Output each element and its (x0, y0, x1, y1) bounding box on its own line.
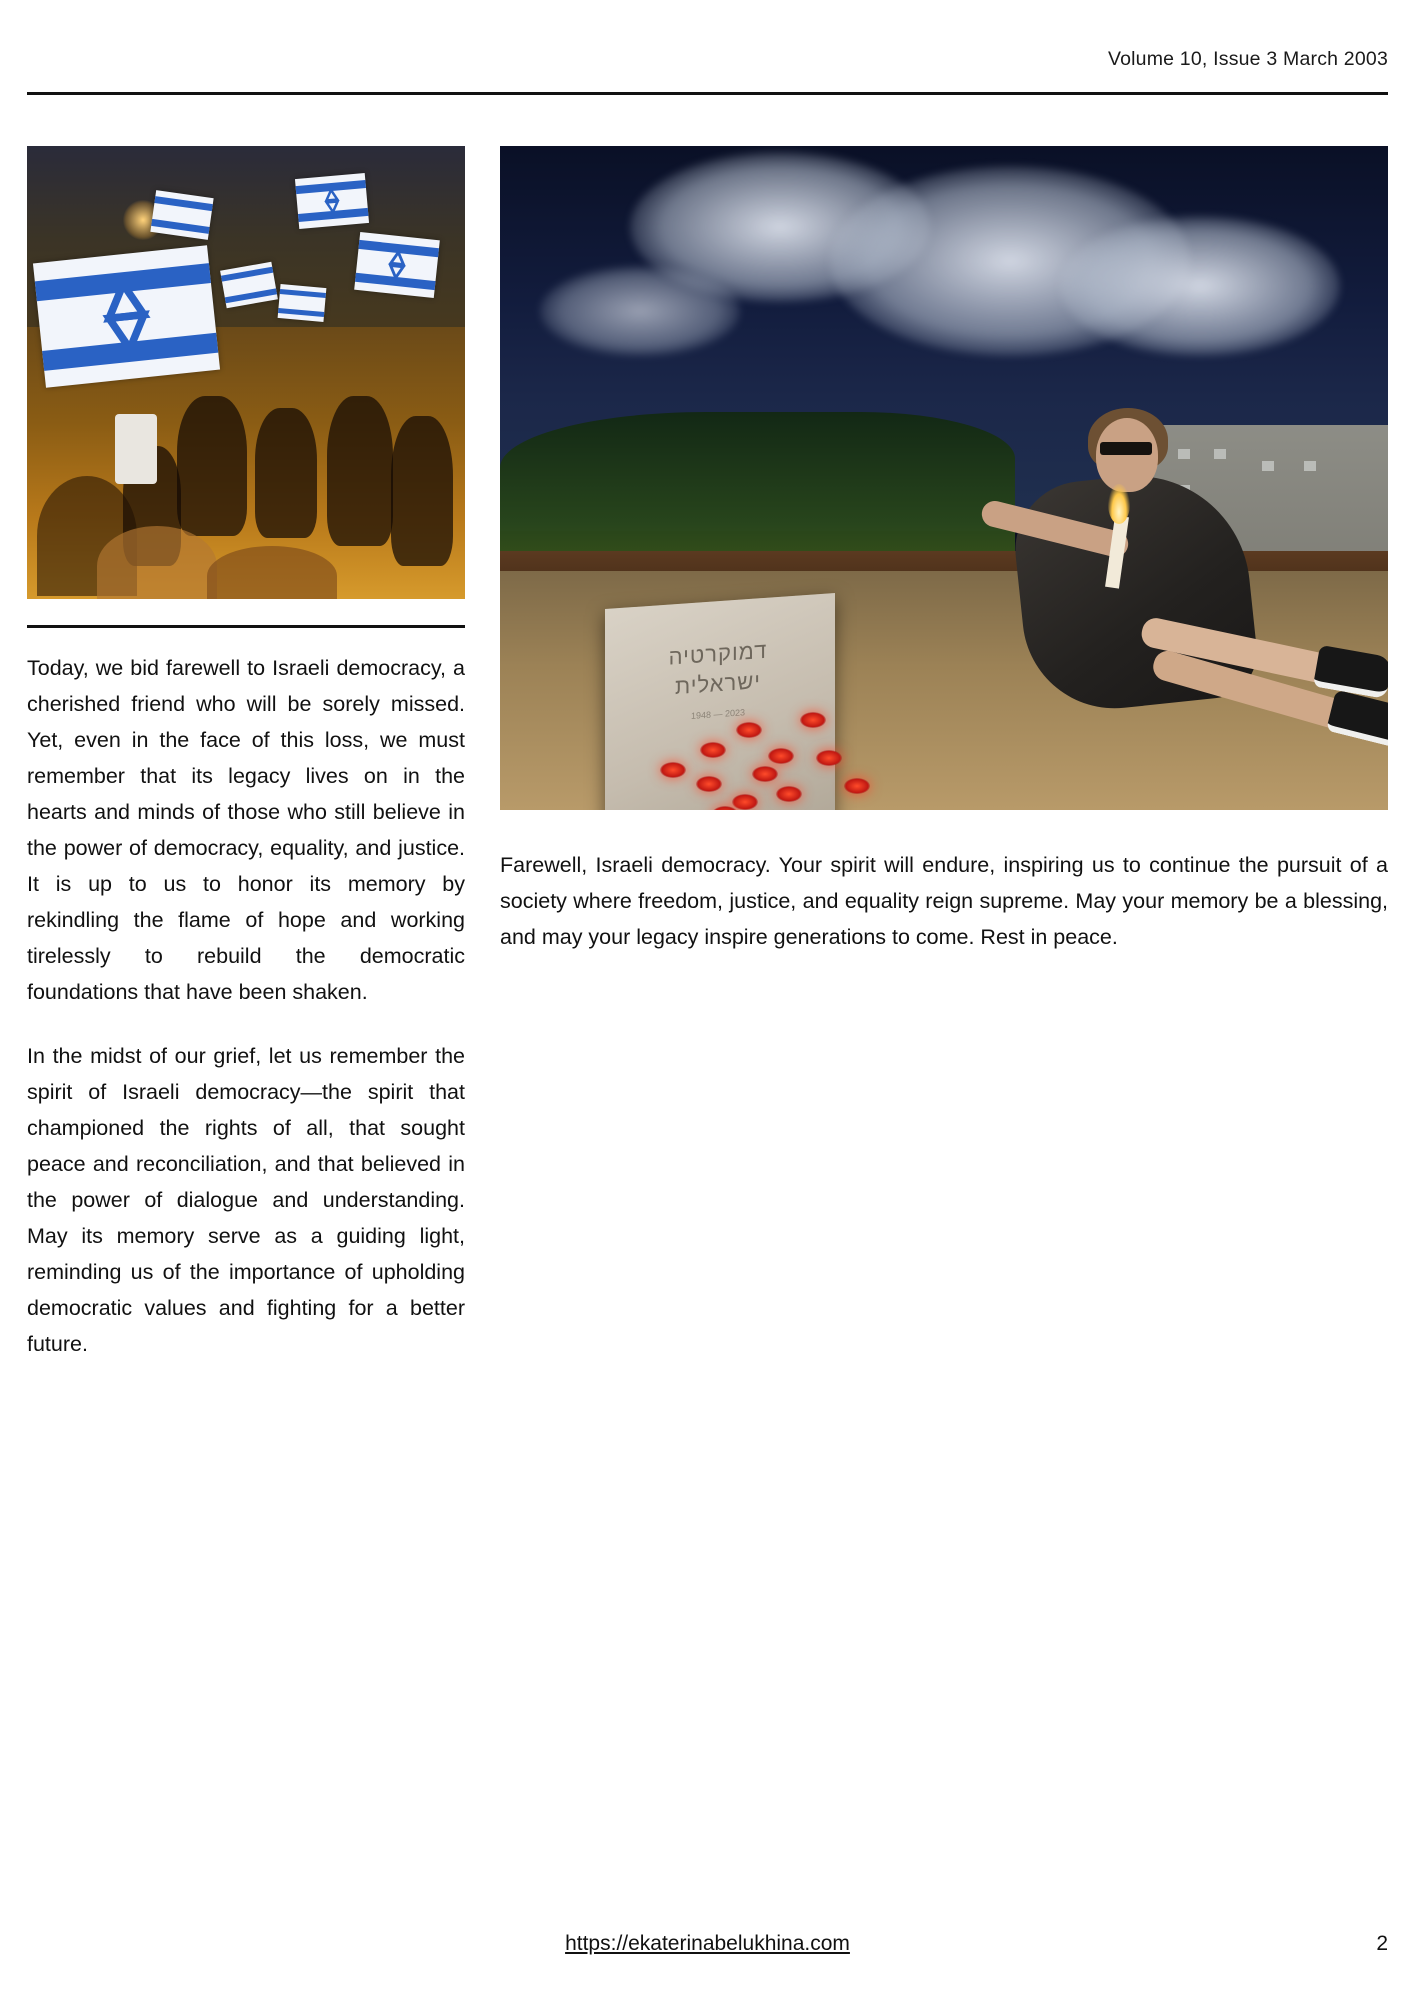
memorial-candle-light (660, 762, 686, 778)
phone-screen (115, 414, 157, 484)
header-divider (27, 92, 1388, 95)
gravestone-dates: 1948 — 2023 (690, 707, 746, 722)
protest-photo (27, 146, 465, 599)
raised-hands (97, 526, 217, 599)
sunglasses-icon (1100, 442, 1152, 455)
cloud (540, 266, 740, 356)
cloud (1060, 216, 1340, 356)
israeli-flag-icon (150, 190, 213, 240)
candle-flame-icon (1108, 484, 1130, 524)
memorial-candle-light (800, 712, 826, 728)
page-number: 2 (1376, 1932, 1388, 1955)
gravestone-line-1: דמוקרטיה (668, 637, 768, 670)
crowd-foreground (207, 546, 337, 599)
israeli-flag-icon (278, 284, 327, 322)
israeli-flag-icon (354, 232, 440, 298)
woman-head (1096, 418, 1158, 492)
crowd-silhouette (391, 416, 453, 566)
memorial-candle-light (700, 742, 726, 758)
left-paragraph-1: Today, we bid farewell to Israeli democracy, a cherished friend who will be sorely missed. Yet, even in the face of this loss, we must remember that its legacy lives on in the hearts and minds of those who still believe in the power of democracy, equality, and justice. It is up to us to honor its memory by rekindling the flame of hope and working tirelessly to rebuild the democratic foundations that have been shaken. (27, 656, 465, 1004)
crowd-silhouette (177, 396, 247, 536)
right-column (500, 146, 1388, 810)
gravestone-line-2: ישראלית (674, 668, 762, 700)
page-header (27, 48, 1388, 100)
memorial-photo (500, 146, 1388, 810)
memorial-candle-light (736, 722, 762, 738)
left-body-text (27, 650, 465, 1362)
memorial-candle-light (752, 766, 778, 782)
crowd-silhouette (327, 396, 393, 546)
website-link[interactable]: https://ekaterinabelukhina.com (565, 1932, 850, 1955)
memorial-candle-light (696, 776, 722, 792)
gravestone (605, 593, 835, 810)
memorial-candle-light (776, 786, 802, 802)
crowd-silhouette (255, 408, 317, 538)
israeli-flag-icon (295, 173, 369, 229)
left-column-divider (27, 625, 465, 628)
memorial-candle-light (768, 748, 794, 764)
memorial-candle-light (844, 778, 870, 794)
volume-issue-label: Volume 10, Issue 3 March 2003 (1107, 48, 1388, 70)
page-footer (27, 1932, 1388, 1966)
israeli-flag-large-icon (33, 245, 220, 388)
memorial-candle-light (816, 750, 842, 766)
left-column (27, 146, 465, 599)
left-paragraph-2: In the midst of our grief, let us remember the spirit of Israeli democracy—the spirit that championed the rights of all, that sought peace and reconciliation, and that believed in the power of dialogue and understanding. May its memory serve as a guiding light, reminding us of the importance of upholding democratic values and fighting for a better future. (27, 1044, 465, 1356)
memorial-photo-caption: Farewell, Israeli democracy. Your spirit will endure, inspiring us to continue the pursuit of a society where freedom, justice, and equality reign supreme. May your memory be a blessing, and may your legacy inspire generations to come. Rest in peace. (500, 853, 1388, 949)
memorial-candle-light (732, 794, 758, 810)
